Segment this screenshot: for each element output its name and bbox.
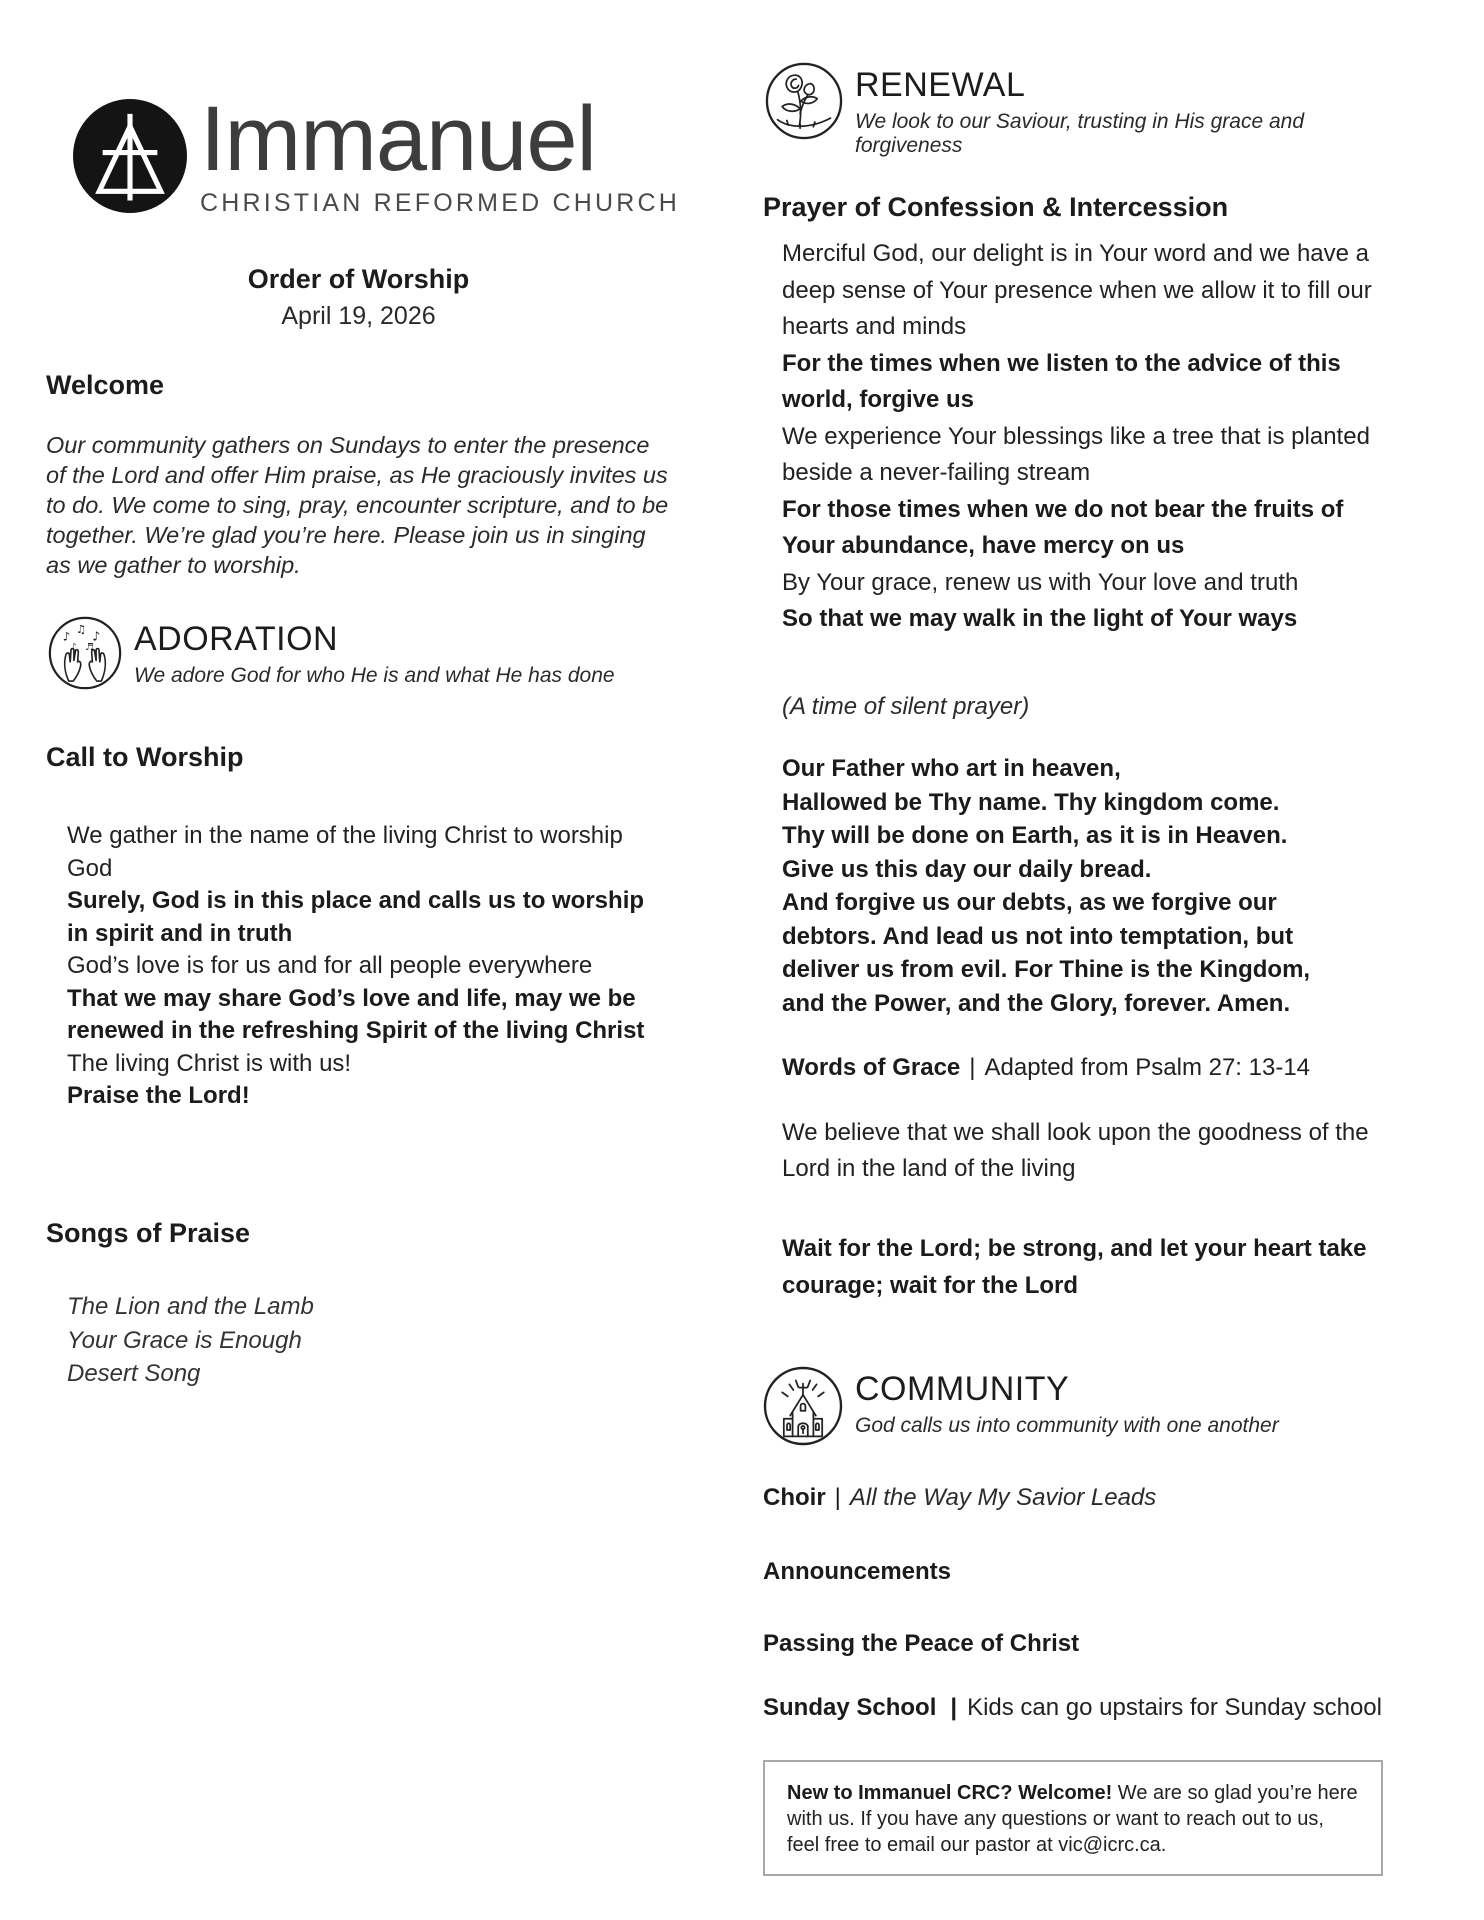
welcome-text: Our community gathers on Sundays to enter the presence of the Lord and offer Him praise, as He graciously invites us to do. We come to sing, pray, encounter scripture, and to be together. We’re glad you’re here. Please join us in singing as we gather to worship. bbox=[46, 432, 669, 578]
prayer-line: debtors. And lead us not into temptation, but bbox=[782, 922, 1294, 950]
church-tagline: CHRISTIAN REFORMED CHURCH bbox=[200, 189, 680, 217]
community-subtitle: God calls us into community with one another bbox=[855, 1413, 1279, 1437]
svg-text:♪: ♪ bbox=[92, 628, 101, 644]
reading-line: The living Christ is with us! bbox=[67, 1049, 352, 1077]
song-title: Your Grace is Enough bbox=[67, 1326, 302, 1354]
left-column bbox=[46, 0, 680, 1920]
song-title: The Lion and the Lamb bbox=[67, 1293, 314, 1320]
renewal-title: RENEWAL bbox=[855, 66, 1026, 104]
renewal-subtitle: We look to our Saviour, trusting in His grace and forgiveness bbox=[855, 109, 1305, 157]
choir-line bbox=[763, 1484, 1156, 1512]
church-logo-text bbox=[200, 88, 680, 218]
sunday-school-detail: Kids can go upstairs for Sunday school bbox=[967, 1694, 1382, 1721]
adoration-header-text bbox=[134, 616, 615, 688]
church-logo bbox=[73, 88, 680, 218]
song-title: Desert Song bbox=[67, 1360, 201, 1387]
adoration-section-header bbox=[48, 616, 615, 690]
words-of-grace-line bbox=[782, 1054, 1310, 1082]
reading-line: So that we may walk in the light of Your ways bbox=[782, 605, 1298, 632]
reading-line: By Your grace, renew us with Your love and truth bbox=[782, 568, 1299, 596]
confession-reading bbox=[782, 236, 1394, 638]
church-icon bbox=[763, 1366, 843, 1446]
svg-text:♪: ♪ bbox=[62, 629, 71, 644]
reading-line: We gather in the name of the living Christ to worship God bbox=[67, 822, 623, 882]
welcome-heading: Welcome bbox=[46, 370, 165, 400]
reading-line: That we may share God’s love and life, may we be renewed in the refreshing Spirit of the living Christ bbox=[67, 984, 645, 1044]
confession-heading: Prayer of Confession & Intercession bbox=[763, 192, 1229, 222]
right-column bbox=[763, 0, 1408, 1920]
separator-pipe: | bbox=[950, 1694, 958, 1721]
renewal-header-text bbox=[855, 62, 1408, 158]
prayer-line: Hallowed be Thy name. Thy kingdom come. bbox=[782, 788, 1280, 816]
community-header-text bbox=[855, 1366, 1279, 1438]
words-of-grace-response: We believe that we shall look upon the goodness of the Lord in the land of the living bbox=[782, 1119, 1369, 1182]
songs-of-praise-list bbox=[67, 1290, 314, 1391]
prayer-line: Our Father who art in heaven, bbox=[782, 755, 1121, 782]
newcomer-welcome-box bbox=[763, 1760, 1383, 1876]
sunday-school-line bbox=[763, 1694, 1382, 1722]
passing-peace-line: Passing the Peace of Christ bbox=[763, 1630, 1080, 1657]
adoration-title: ADORATION bbox=[134, 620, 339, 658]
sunday-school-label: Sunday School bbox=[763, 1694, 937, 1721]
svg-text:♫: ♫ bbox=[76, 623, 87, 637]
prayer-line: Thy will be done on Earth, as it is in Heaven. bbox=[782, 822, 1288, 849]
announcements-line: Announcements bbox=[763, 1558, 952, 1585]
adoration-subtitle: We adore God for who He is and what He has done bbox=[134, 663, 615, 687]
renewal-section-header bbox=[765, 62, 1408, 158]
reading-line: God’s love is for us and for all people everywhere bbox=[67, 952, 593, 979]
rose-icon bbox=[765, 62, 843, 140]
choir-song-title: All the Way My Savior Leads bbox=[849, 1484, 1157, 1511]
call-to-worship-reading bbox=[67, 820, 659, 1113]
raised-hands-music-icon bbox=[48, 616, 122, 690]
page-title: Order of Worship bbox=[247, 264, 470, 294]
separator-pipe: | bbox=[834, 1484, 841, 1511]
newcomer-box-lead: New to Immanuel CRC? Welcome! bbox=[787, 1782, 1113, 1804]
prayer-line: deliver us from evil. For Thine is the Kingdom, bbox=[782, 956, 1311, 983]
newcomer-box-body: We are so glad you’re here with us. If you have any questions or want to reach out to us, feel free to email our pastor at vic@icrc.ca. bbox=[787, 1782, 1358, 1856]
service-date: April 19, 2026 bbox=[281, 302, 436, 330]
reading-line: Merciful God, our delight is in Your word and we have a deep sense of Your presence when we allow it to fill our hearts and minds bbox=[782, 240, 1372, 340]
words-of-grace-reference: Adapted from Psalm 27: 13-14 bbox=[984, 1054, 1311, 1081]
reading-line: We experience Your blessings like a tree that is planted beside a never-failing stream bbox=[782, 422, 1370, 486]
words-of-grace-affirmation: Wait for the Lord; be strong, and let your heart take courage; wait for the Lord bbox=[782, 1235, 1367, 1299]
prayer-line: Give us this day our daily bread. bbox=[782, 855, 1152, 883]
svg-text:♬: ♬ bbox=[85, 642, 94, 654]
community-title: COMMUNITY bbox=[855, 1370, 1070, 1408]
community-section-header bbox=[763, 1366, 1279, 1446]
separator-pipe: | bbox=[969, 1054, 976, 1081]
lords-prayer bbox=[782, 752, 1310, 1020]
church-name: Immanuel bbox=[200, 88, 596, 190]
words-of-grace-label: Words of Grace bbox=[782, 1054, 961, 1081]
choir-label: Choir bbox=[763, 1484, 826, 1511]
reading-line: For those times when we do not bear the fruits of Your abundance, have mercy on us bbox=[782, 495, 1344, 559]
svg-text:♪: ♪ bbox=[70, 642, 77, 653]
songs-of-praise-heading: Songs of Praise bbox=[46, 1218, 251, 1248]
reading-line: Praise the Lord! bbox=[67, 1082, 250, 1109]
church-logo-icon bbox=[73, 99, 187, 213]
prayer-line: and the Power, and the Glory, forever. Amen. bbox=[782, 989, 1291, 1017]
prayer-line: And forgive us our debts, as we forgive our bbox=[782, 889, 1277, 916]
call-to-worship-heading: Call to Worship bbox=[46, 742, 244, 772]
reading-line: For the times when we listen to the advice of this world, forgive us bbox=[782, 349, 1341, 413]
reading-line: Surely, God is in this place and calls us to worship in spirit and in truth bbox=[67, 887, 645, 947]
silent-prayer-note: (A time of silent prayer) bbox=[782, 693, 1030, 720]
